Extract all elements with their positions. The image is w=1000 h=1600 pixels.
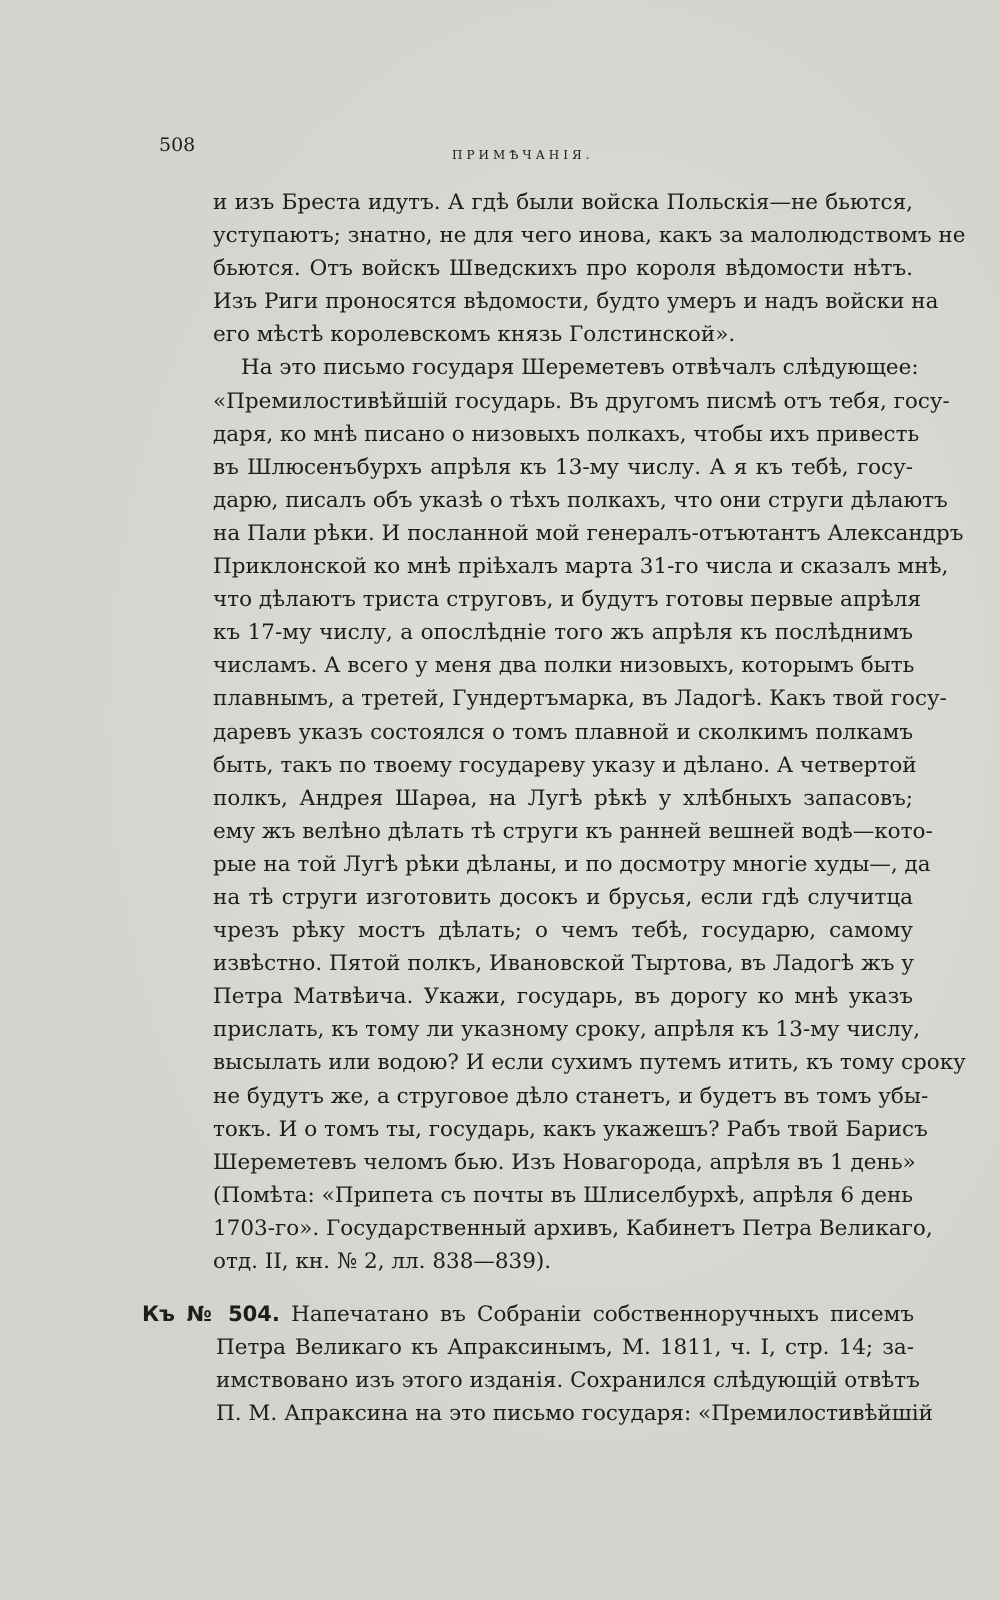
text-line: быть, такъ по твоему государеву указу и дѣлано. А четвертой [213,752,917,778]
text-line: полкъ, Андрея Шарѳа, на Лугѣ рѣкѣ у хлѣбныхъ запасовъ; [213,785,913,811]
text-line: дарю, писалъ объ указѣ о тѣхъ полкахъ, что они струги дѣлаютъ [213,487,948,513]
text-line: его мѣстѣ королевскомъ князь Голстинской». [213,322,736,348]
text-line: въ Шлюсенъбурхъ апрѣля къ 13-му числу. А я къ тебѣ, госу- [213,454,913,480]
text-line: и изъ Бреста идутъ. А гдѣ были войска Польскія—не бьются, [213,190,913,215]
note-label: Къ № 504. [142,1302,280,1326]
text-line: на Пали рѣки. И посланной мой генералъ-отъютантъ Александръ [213,520,964,546]
text-line: токъ. И о томъ ты, государь, какъ укажешъ? Рабъ твой Барисъ [213,1116,928,1142]
text-line: на тѣ струги изготовить досокъ и брусья, если гдѣ случитца [213,884,913,910]
text-line: (Помѣта: «Припета съ почты въ Шлиселбурхѣ, апрѣля 6 день [213,1182,913,1208]
text-line: «Премилостивѣйшій государь. Въ другомъ писмѣ отъ тебя, госу- [213,388,950,414]
text-line: имствовано изъ этого изданія. Сохранился слѣдующій отвѣтъ [216,1368,920,1394]
text-line: уступаютъ; знатно, не для чего инова, какъ за малолюдствомъ не [213,223,966,249]
text-line: къ 17-му числу, а опослѣдніе того жъ апрѣля къ послѣднимъ [213,620,913,646]
text-line: плавнымъ, а третей, Гундертъмарка, въ Ладогѣ. Какъ твой госу- [213,686,947,712]
running-title: ПРИМѢЧАНІЯ. [452,148,594,162]
text-line: Шереметевъ челомъ бью. Изъ Новагорода, апрѣля въ 1 день» [213,1149,916,1175]
text-line: отд. II, кн. № 2, лл. 838—839). [213,1249,552,1274]
note-504 [142,1298,933,1430]
text-line: Приклонской ко мнѣ пріѣхалъ марта 31-го числа и сказалъ мнѣ, [213,554,949,580]
text-line: чрезъ рѣку мостъ дѣлать; о чемъ тебѣ, государю, самому [213,918,913,944]
text-line: П. М. Апраксина на это письмо государя: «Премилостивѣйшій [216,1401,933,1427]
paragraph-first-line: На это письмо государя Шереметевъ отвѣчалъ слѣдующее: [241,355,919,381]
text-line: Петра Матвѣича. Укажи, государь, въ дорогу ко мнѣ указъ [213,984,913,1010]
text-line: числамъ. А всего у меня два полки низовыхъ, которымъ быть [213,653,915,679]
text-line: не будутъ же, а струговое дѣло станетъ, и будетъ въ томъ убы- [213,1083,929,1109]
text-line: прислать, къ тому ли указному сроку, апрѣля къ 13-му числу, [213,1017,921,1043]
page-number: 508 [159,134,196,156]
text-line: ему жъ велѣно дѣлать тѣ струги къ ранней вешней водѣ—кото- [213,818,933,844]
main-text [213,186,966,1278]
text-line: 1703-го». Государственный архивъ, Кабинетъ Петра Великаго, [213,1215,933,1241]
text-line: Изъ Риги проносятся вѣдомости, будто умеръ и надъ войски на [213,289,939,315]
text-line: даря, ко мнѣ писано о низовыхъ полкахъ, чтобы ихъ привесть [213,421,920,447]
text-line: что дѣлаютъ триста струговъ, и будутъ готовы первые апрѣля [213,587,922,613]
text-line: рые на той Лугѣ рѣки дѣланы, и по досмотру многіе худы—, да [213,851,931,877]
text-line: даревъ указъ состоялся о томъ плавной и сколкимъ полкамъ [213,719,913,745]
note-first-line [142,1298,914,1331]
text-line: извѣстно. Пятой полкъ, Ивановской Тыртова, въ Ладогѣ жъ у [213,951,914,977]
text-line: Петра Великаго къ Апраксинымъ, М. 1811, ч. I, стр. 14; за- [216,1335,914,1361]
note-text: Напечатано въ Собраніи собственноручныхъ писемъ [291,1302,914,1327]
text-line: бьются. Отъ войскъ Шведскихъ про короля вѣдомости нѣтъ. [213,256,913,282]
text-line: высылать или водою? И если сухимъ путемъ итить, къ тому сроку [213,1050,966,1076]
